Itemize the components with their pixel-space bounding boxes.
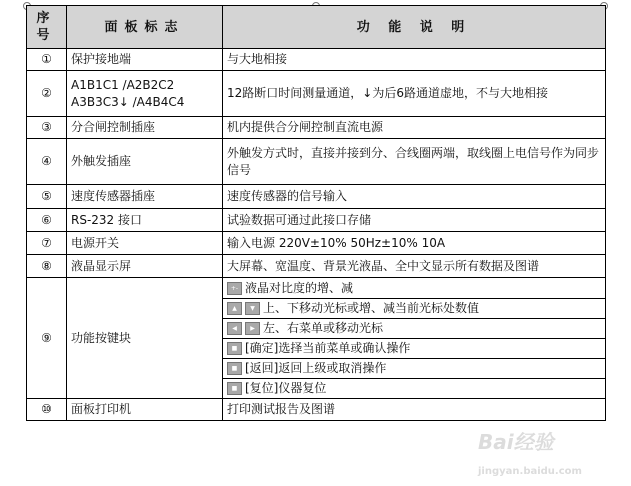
reset-key-icon: ■: [227, 382, 242, 395]
key-item-contrast: [223, 278, 605, 298]
channel-label-line1: A1B1C1 /A2B2C2: [71, 77, 175, 92]
arrow-down-key-icon: ▼: [245, 302, 260, 315]
watermark-url: jingyan.baidu.com: [478, 466, 582, 477]
key-description: [确定]选择当前菜单或确认操作: [245, 341, 411, 355]
key-description: 液晶对比度的增、减: [245, 280, 354, 295]
table-row: [27, 185, 606, 209]
row-function: 大屏幕、宽温度、背景光液晶、全中文显示所有数据及图谱: [223, 255, 606, 278]
header-panel: 面板标志: [67, 6, 223, 49]
function-keys-list: [223, 278, 606, 399]
arrow-left-key-icon: ◀: [227, 322, 242, 335]
table-row: [27, 71, 606, 117]
back-key-icon: ■: [227, 362, 242, 375]
table-row: [27, 255, 606, 278]
row-function: 打印测试报告及图谱: [223, 399, 606, 421]
row-function: 12路断口时间测量通道，↓为后6路通道虚地，不与大地相接: [223, 71, 606, 117]
arrow-up-key-icon: ▲: [227, 302, 242, 315]
watermark-brand2: 经验: [513, 430, 554, 454]
row-panel: 速度传感器插座: [67, 185, 223, 209]
row-panel: 液晶显示屏: [67, 255, 223, 278]
row-no: ⑦: [27, 232, 67, 255]
row-no: ③: [27, 117, 67, 139]
row-function: 与大地相接: [223, 49, 606, 71]
row-panel: 面板打印机: [67, 399, 223, 421]
header-no: 序号: [27, 6, 67, 49]
row-no: ①: [27, 49, 67, 71]
table-row: [27, 232, 606, 255]
row-function: 输入电源 220V±10% 50Hz±10% 10A: [223, 232, 606, 255]
key-item-up-down: [223, 298, 605, 318]
row-no: ⑩: [27, 399, 67, 421]
channel-label-line2: A3B3C3↓ /A4B4C4: [71, 94, 185, 109]
table-row: [27, 209, 606, 232]
key-item-left-right: [223, 318, 605, 338]
table-row: [27, 117, 606, 139]
key-description: [返回]返回上级或取消操作: [245, 361, 387, 375]
row-no: ⑧: [27, 255, 67, 278]
row-no: ⑥: [27, 209, 67, 232]
table-header-row: [27, 6, 606, 49]
key-description: [复位]仪器复位: [245, 381, 327, 395]
key-description: 上、下移动光标或增、减当前光标处数值: [263, 301, 480, 315]
arrow-right-key-icon: ▶: [245, 322, 260, 335]
row-panel: 电源开关: [67, 232, 223, 255]
table-row: [27, 139, 606, 185]
row-no: ④: [27, 139, 67, 185]
key-item-reset: [223, 378, 605, 398]
table-row: [27, 49, 606, 71]
row-no: ⑤: [27, 185, 67, 209]
row-function: 外触发方式时，直接并接到分、合线圈两端，取线圈上电信号作为同步信号: [223, 139, 606, 185]
key-item-back: [223, 358, 605, 378]
key-description: 左、右菜单或移动光标: [263, 321, 384, 335]
row-panel: [67, 71, 223, 117]
row-panel: 外触发插座: [67, 139, 223, 185]
row-panel: 分合闸控制插座: [67, 117, 223, 139]
row-no: ⑨: [27, 278, 67, 399]
baidu-jingyan-watermark: [478, 426, 582, 479]
row-function: 机内提供合分闸控制直流电源: [223, 117, 606, 139]
confirm-key-icon: ■: [227, 342, 242, 355]
row-panel: 功能按键块: [67, 278, 223, 399]
row-function: 速度传感器的信号输入: [223, 185, 606, 209]
header-function: 功 能 说 明: [223, 6, 606, 49]
table-row: [27, 399, 606, 421]
contrast-key-icon: +-: [227, 282, 242, 295]
row-function: 试验数据可通过此接口存储: [223, 209, 606, 232]
key-item-confirm: [223, 338, 605, 358]
table-row: [27, 278, 606, 399]
row-no: ②: [27, 71, 67, 117]
watermark-brand: Bai: [478, 430, 514, 454]
row-panel: 保护接地端: [67, 49, 223, 71]
row-panel: RS-232 接口: [67, 209, 223, 232]
panel-function-table: [26, 5, 606, 421]
